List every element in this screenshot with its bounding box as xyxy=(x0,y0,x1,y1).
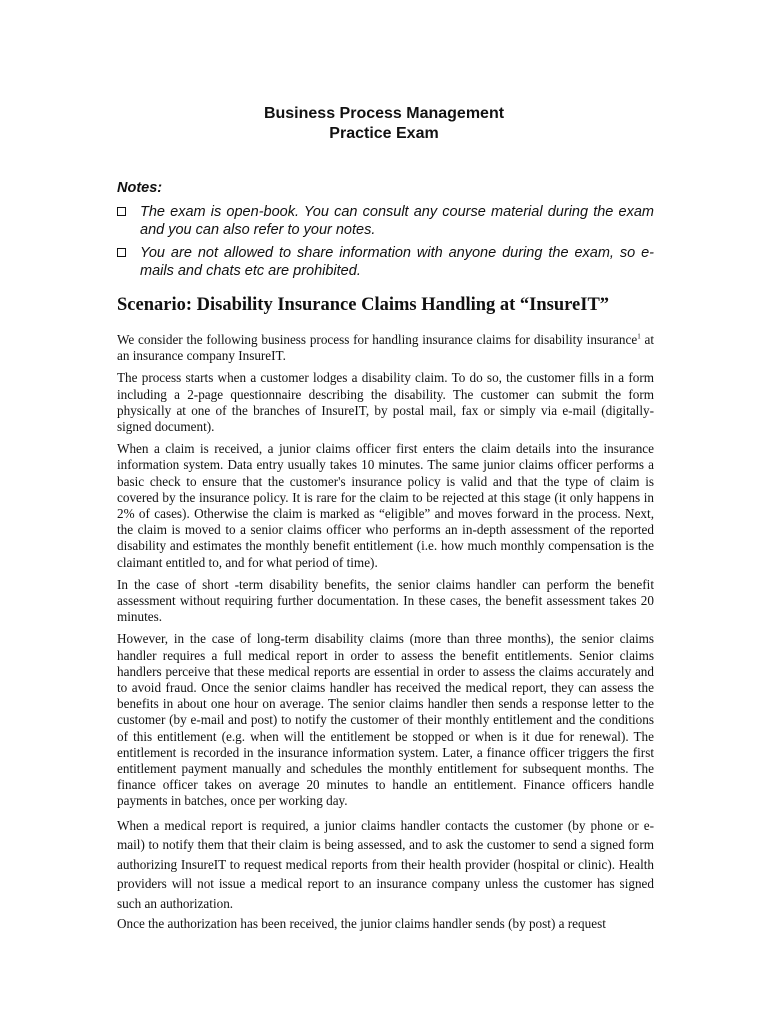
paragraph: However, in the case of long-term disability claims (more than three months), the senior claims handler requires a full medical report in order to assess the benefit entitlements. Senior claims handlers perceive that these medical reports are essential in order to assess the claims accurately and to avoid fraud. Once the senior claims handler has received the medical report, they can assess the benefits in about one hour on average. The senior claims handler then sends a response letter to the customer (by e-mail and post) to notify the customer of their monthly entitlement and the conditions of this entitlement (e.g. when will the entitlement be stopped or when is it due for renewal). The entitlement is recorded in the insurance information system. Later, a finance officer triggers the first entitlement payment manually and schedules the monthly entitlement for subsequent months. The finance officer takes on average 20 minutes to handle an entitlement. Finance officers handle payments in batches, once per working day. xyxy=(117,631,654,809)
note-text: The exam is open-book. You can consult any course material during the exam and you can also refer to your notes. xyxy=(140,204,654,238)
notes-heading: Notes: xyxy=(117,180,163,196)
paragraph: The process starts when a customer lodges a disability claim. To do so, the customer fills in a form including a 2-page questionnaire describing the disability. The customer can submit the form physically at one of the branches of InsureIT, by postal mail, fax or simply via e-mail (digitally-signed document). xyxy=(117,370,654,435)
scenario-heading: Scenario: Disability Insurance Claims Handling at “InsureIT” xyxy=(117,295,610,315)
paragraph-text: We consider the following business process for handling insurance claims for disability insurance xyxy=(117,332,638,347)
paragraph: When a claim is received, a junior claims officer first enters the claim details into the insurance information system. Data entry usually takes 10 minutes. The same junior claims officer performs a basic check to ensure that the customer's insurance policy is valid and that the type of claim is covered by the insurance policy. It is rare for the claim to be rejected at this stage (it only happens in 2% of cases). Otherwise the claim is marked as “eligible” and moves forward in the process. Next, the claim is moved to a senior claims officer who performs an in-depth assessment of the reported disability and estimates the monthly benefit entitlement (i.e. how much monthly compensation is the claimant entitled to, and for what period of time). xyxy=(117,441,654,570)
paragraph-text: at an insurance company InsureIT. xyxy=(117,332,654,364)
paragraph: In the case of short -term disability benefits, the senior claims handler can perform the benefit assessment without requiring further documentation. In these cases, the benefit assessment takes 20 minutes. xyxy=(117,576,654,625)
notes-list xyxy=(117,203,654,285)
body-text xyxy=(117,332,654,935)
note-text: You are not allowed to share information with anyone during the exam, so e-mails and chats etc are prohibited. xyxy=(140,245,654,279)
note-item xyxy=(117,203,654,239)
checkbox-icon xyxy=(117,207,126,216)
note-item xyxy=(117,244,654,280)
checkbox-icon xyxy=(117,248,126,257)
document-title xyxy=(0,104,768,144)
paragraph: When a medical report is required, a junior claims handler contacts the customer (by phone or e-mail) to notify them that their claim is being assessed, and to ask the customer to send a signed form authorizing InsureIT to request medical reports from their health provider (hospital or clinic). Health providers will not issue a medical report to an insurance company unless the customer has signed such an authorization. xyxy=(117,817,654,911)
paragraph: Once the authorization has been received, the junior claims handler sends (by post) a request xyxy=(117,916,606,932)
title-line-1: Business Process Management xyxy=(263,105,505,122)
title-line-2: Practice Exam xyxy=(329,125,439,142)
paragraph xyxy=(117,332,654,364)
footnote-marker: 1 xyxy=(637,332,641,341)
